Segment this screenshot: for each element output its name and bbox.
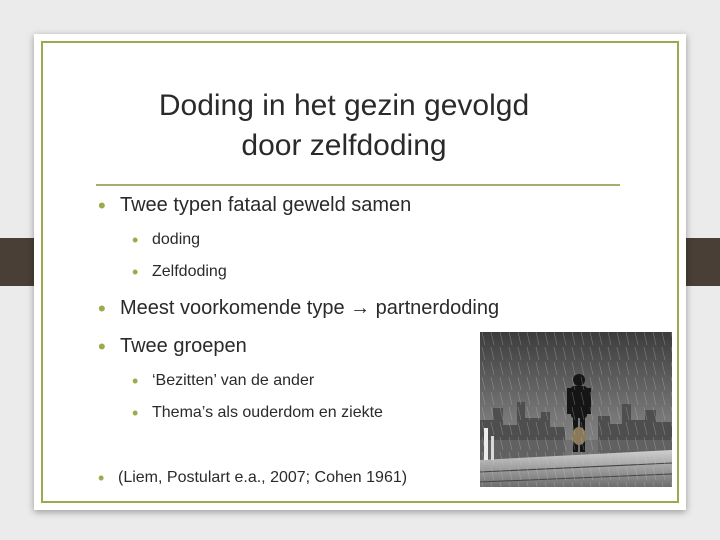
bullet-text: Thema’s als ouderdom en ziekte: [152, 404, 383, 421]
bullet-icon: •: [98, 334, 106, 359]
bullet-icon: •: [132, 371, 139, 391]
bullet-icon: •: [98, 468, 105, 488]
title-divider: [96, 184, 620, 186]
bullet-most-common-type: [98, 297, 499, 320]
sub-bullet-old-age-illness: [132, 404, 383, 422]
bullet-icon: •: [98, 193, 106, 218]
slide-title: Doding in het gezin gevolgd door zelfdoding: [158, 89, 530, 162]
sub-bullet-doding: [132, 231, 200, 249]
bullet-text: ‘Bezitten’ van de ander: [152, 372, 315, 389]
sub-bullet-zelfdoding: [132, 263, 227, 281]
bullet-text: Twee typen fataal geweld samen: [120, 194, 412, 216]
bullet-two-types: [98, 194, 411, 217]
bullet-icon: •: [98, 296, 106, 321]
bullet-text: Meest voorkomende type → partnerdoding: [120, 297, 500, 319]
rainy-pier-man-image: [480, 332, 672, 487]
bullet-icon: •: [132, 262, 139, 282]
bullet-text: (Liem, Postulart e.a., 2007; Cohen 1961): [118, 469, 408, 486]
bullet-icon: •: [132, 403, 139, 423]
bullet-text: doding: [152, 231, 201, 248]
bullet-icon: •: [132, 230, 139, 250]
bullet-text: Twee groepen: [120, 335, 247, 357]
bullet-text: Zelfdoding: [152, 263, 227, 280]
sub-bullet-possession: [132, 372, 314, 390]
bullet-two-groups: [98, 335, 247, 358]
bullet-citation: [98, 469, 407, 487]
slide-card: [34, 34, 686, 510]
